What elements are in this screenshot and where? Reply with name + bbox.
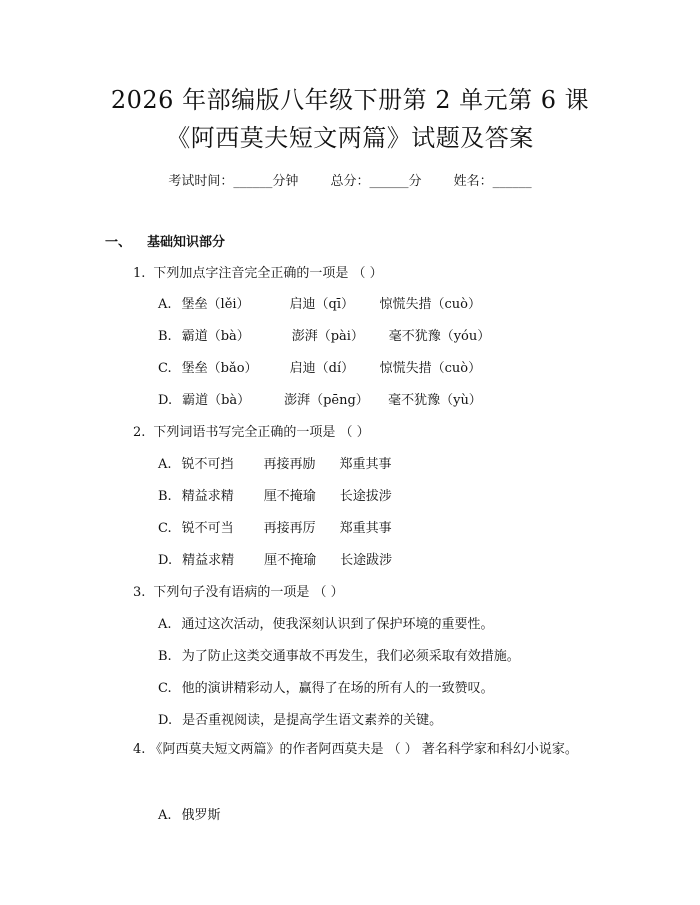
option-letter: B. [158, 489, 172, 504]
question-3 [133, 581, 344, 600]
option-word: 启迪（dí） [289, 361, 355, 376]
option-1d [158, 389, 482, 408]
question-number: 1. [133, 266, 146, 281]
option-2a [158, 453, 392, 472]
option-letter: A. [158, 617, 172, 632]
option-word: 锐不可当 [181, 521, 234, 536]
option-word: 郑重其事 [339, 457, 392, 472]
option-word: 惊慌失措（cuò） [379, 361, 482, 376]
question-4: 4. 《阿西莫夫短文两篇》的作者阿西莫夫是 （ ） 著名科学家和科幻小说家。 [133, 742, 578, 757]
exam-meta [0, 170, 700, 189]
option-word: 俄罗斯 [181, 808, 221, 823]
option-word: 锐不可挡 [181, 457, 234, 472]
option-sentence: 是否重视阅读，是提高学生语文素养的关键。 [182, 713, 443, 728]
option-word: 启迪（qī） [289, 297, 355, 312]
student-name: 姓名：______ [453, 174, 532, 189]
section-heading [105, 231, 225, 250]
option-2d [158, 549, 392, 568]
option-2c [158, 517, 392, 536]
option-word: 厘不掩瑜 [263, 489, 316, 504]
option-word: 厘不掩瑜 [264, 553, 317, 568]
option-letter: B. [158, 329, 172, 344]
option-letter: A. [158, 808, 172, 823]
option-word: 长途拔涉 [339, 489, 392, 504]
option-word: 郑重其事 [339, 521, 392, 536]
option-sentence: 他的演讲精彩动人，赢得了在场的所有人的一致赞叹。 [181, 681, 494, 696]
option-word: 澎湃（pài） [291, 329, 364, 344]
question-2 [133, 421, 370, 440]
option-word: 堡垒（bǎo） [181, 361, 258, 376]
question-text: 下列词语书写完全正确的一项是 （ ） [153, 425, 370, 440]
option-4a [158, 804, 221, 823]
option-word: 毫不犹豫（yóu） [388, 329, 491, 344]
total-score: 总分：______分 [330, 174, 422, 189]
section-label: 基础知识部分 [147, 235, 226, 250]
option-letter: A. [158, 457, 172, 472]
option-letter: C. [158, 361, 172, 376]
option-letter: B. [158, 649, 172, 664]
option-letter: D. [158, 713, 173, 728]
option-3d [158, 709, 442, 728]
option-letter: C. [158, 521, 172, 536]
option-word: 霸道（bà） [181, 329, 250, 344]
option-letter: A. [158, 297, 172, 312]
question-text: 下列句子没有语病的一项是 （ ） [153, 585, 344, 600]
option-sentence: 通过这次活动，使我深刻认识到了保护环境的重要性。 [181, 617, 494, 632]
page-subtitle: 《阿西莫夫短文两篇》试题及答案 [166, 124, 534, 152]
option-1c [158, 357, 481, 376]
exam-time: 考试时间：______分钟 [168, 174, 299, 189]
option-word: 澎湃（pēng） [284, 393, 369, 408]
question-text: 下列加点字注音完全正确的一项是 （ ） [153, 266, 383, 281]
option-word: 霸道（bà） [182, 393, 251, 408]
option-1a [158, 293, 481, 312]
option-word: 堡垒（lěi） [181, 297, 250, 312]
question-number: 2. [133, 425, 146, 440]
section-number: 一、 [105, 235, 132, 250]
page-title: 2026 年部编版八年级下册第 2 单元第 6 课 [110, 86, 590, 114]
option-word: 精益求精 [181, 489, 234, 504]
option-1b [158, 325, 490, 344]
option-word: 长途跋涉 [340, 553, 393, 568]
option-2b [158, 485, 392, 504]
option-word: 毫不犹豫（yù） [388, 393, 482, 408]
question-1 [133, 262, 383, 281]
option-word: 再接再励 [263, 457, 316, 472]
question-number: 3. [133, 585, 146, 600]
option-word: 再接再厉 [263, 521, 316, 536]
option-sentence: 为了防止这类交通事故不再发生，我们必须采取有效措施。 [181, 649, 520, 664]
option-word: 精益求精 [182, 553, 235, 568]
option-letter: D. [158, 553, 173, 568]
option-word: 惊慌失措（cuò） [379, 297, 482, 312]
option-letter: D. [158, 393, 173, 408]
option-3c [158, 677, 494, 696]
option-letter: C. [158, 681, 172, 696]
option-3b [158, 645, 520, 664]
option-3a [158, 613, 494, 632]
